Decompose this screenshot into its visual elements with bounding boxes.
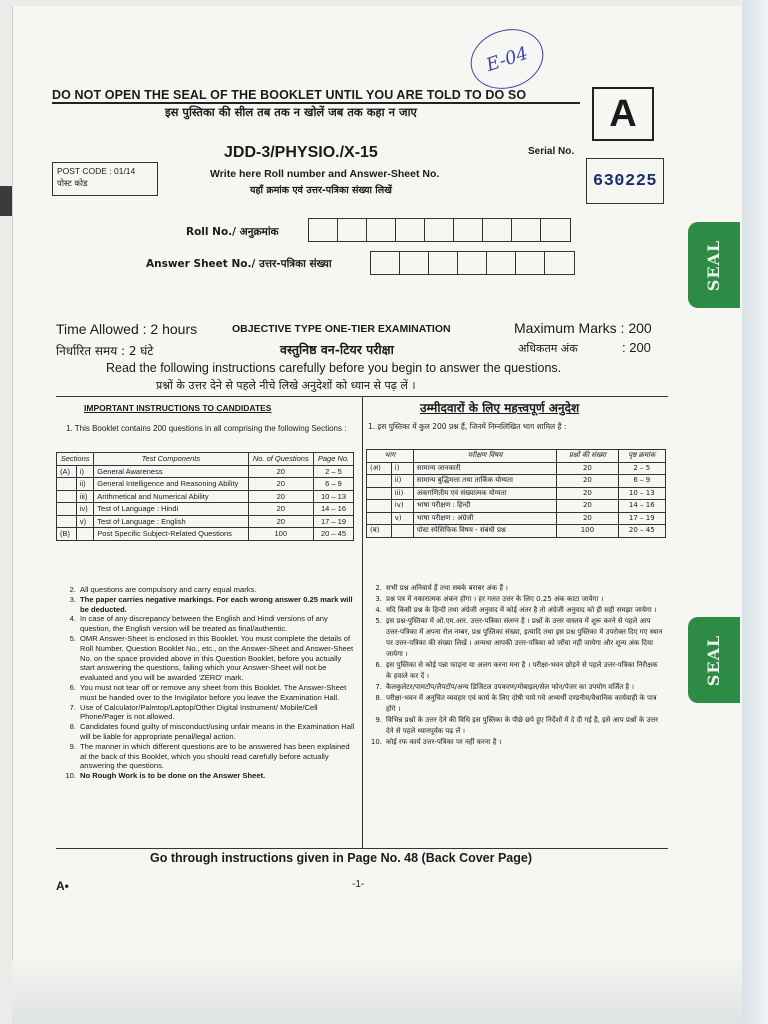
read-instructions-hindi: प्रश्नों के उत्तर देने से पहले नीचे लिखे अनुदेशों को ध्यान से पढ़ लें ।: [156, 379, 416, 392]
list-item-text: No Rough Work is to be done on the Answer Sheet.: [80, 771, 266, 781]
table-cell-questions: 100: [557, 525, 618, 538]
digit-box[interactable]: [483, 219, 512, 241]
table-cell-component: General Intelligence and Reasoning Ability: [94, 478, 248, 491]
list-item: [368, 605, 664, 616]
table-cell-sub: iii): [76, 490, 93, 503]
seal-tab-bottom[interactable]: [688, 617, 740, 703]
table-cell-sub: v): [391, 512, 413, 525]
list-item-number: 2.: [69, 585, 76, 594]
exam-type-hindi: वस्तुनिष्ठ वन-टियर परीक्षा: [280, 342, 394, 357]
list-item: [368, 616, 664, 660]
table-cell-section: [57, 503, 77, 516]
digit-box[interactable]: [338, 219, 367, 241]
list-item-text: विभिन्न प्रश्नों के उत्तर देने की विधि इस पुस्तिका के पीछे छपे हुए निर्देशों में दे दी गई है, इसे आप प्रश्नों के उत्तर देने से पहले ध्यानपूर्वक पढ़ लें ।: [386, 716, 658, 735]
scan-edge: [742, 0, 768, 1024]
list-item-text: इस पुस्तिका से कोई पन्ना फाड़ना या अलग करना मना है । परीक्षा-भवन छोड़ने से पहले उत्तर-पत्रिका निरीक्षक के हवाले कर दें ।: [386, 661, 658, 680]
table-cell-pages: 6 – 9: [314, 478, 354, 491]
table-cell-section: [57, 490, 77, 503]
exam-code-title: JDD-3/PHYSIO./X-15: [224, 144, 378, 161]
table-cell-section: (ब): [367, 525, 392, 538]
list-item-text: इस प्रश्न-पुस्तिका में ओ.एम.आर. उत्तर-पत्रिका संलग्न है । प्रश्नों के उत्तर वास्तव में शुरू करने से पहले आप उत्तर-पत्रिका में अपना रोल नम्बर, प्रश्न पुस्तिका संख्या, इत्यादि तथा इस प्रश्न पुस्तिका में उपरोक्त दिए गए स्थान पर उत्तर-पत्रिका की संख्या लिखें । अन्यथा आपकी उत्तर-पत्रिका को जाँचा नहीं जायेगा और शून्य अंक दिया जायेगा ।: [386, 617, 663, 658]
digit-box[interactable]: [487, 252, 516, 274]
table-cell-sub: [391, 525, 413, 538]
column-divider: [362, 396, 363, 848]
list-item: [368, 583, 664, 594]
list-item: [368, 682, 664, 693]
table-row: [367, 512, 666, 525]
table-row: [57, 528, 354, 541]
booklet-series-mark: A•: [56, 879, 69, 893]
digit-box[interactable]: [425, 219, 454, 241]
write-here-instruction-hindi: यहाँ क्रमांक एवं उत्तर-पत्रिका संख्या लिखें: [250, 185, 392, 196]
read-instructions: Read the following instructions carefully before you begin to answer the questions.: [106, 361, 562, 375]
seal-label: SEAL: [704, 239, 724, 291]
column-header: No. of Questions: [248, 453, 314, 466]
table-row: [57, 465, 354, 478]
table-cell-questions: 20: [248, 515, 314, 528]
table-cell-component: Test of Language : English: [94, 515, 248, 528]
instructions-heading: IMPORTANT INSTRUCTIONS TO CANDIDATES: [84, 403, 272, 413]
table-cell-sub: iv): [391, 500, 413, 513]
list-item-number: 9.: [69, 741, 76, 751]
table-cell-section: [367, 500, 392, 513]
time-allowed: Time Allowed : 2 hours: [56, 321, 198, 337]
post-code-hindi: पोस्ट कोड: [57, 179, 88, 189]
table-row: [57, 503, 354, 516]
column-header: Page No.: [314, 453, 354, 466]
instructions-heading-hindi: उम्मीदवारों के लिए महत्त्वपूर्ण अनुदेश: [420, 401, 580, 415]
list-item: [62, 703, 358, 723]
instruction-intro: 1. This Booklet contains 200 questions in all comprising the following Sections :: [66, 424, 347, 433]
list-item: [62, 634, 358, 683]
table-cell-pages: 20 – 45: [314, 528, 354, 541]
table-cell-pages: 2 – 5: [618, 462, 665, 475]
list-item-number: 7.: [375, 683, 382, 691]
write-here-instruction: Write here Roll number and Answer-Sheet No.: [210, 168, 440, 180]
table-cell-component: General Awareness: [94, 465, 248, 478]
table-cell-pages: 6 – 9: [618, 475, 665, 488]
table-cell-questions: 20: [248, 503, 314, 516]
table-cell-questions: 20: [248, 478, 314, 491]
table-cell-section: (B): [57, 528, 77, 541]
list-item-text: परीक्षा-भवन में अनुचित व्यवहार एवं कार्य के लिए दोषी पाये गये अभ्यर्थी दण्डनीय/वैधानिक कार्यवाही के पात्र होंगे ।: [386, 694, 657, 713]
table-cell-section: [367, 487, 392, 500]
list-item-number: 8.: [375, 694, 382, 702]
page-shadow: [12, 960, 742, 1024]
list-item: [62, 742, 358, 771]
list-item: [62, 722, 358, 742]
digit-box[interactable]: [454, 219, 483, 241]
serial-label: Serial No.: [528, 146, 575, 157]
instruction-list: [62, 585, 358, 781]
list-item-number: 4.: [375, 606, 382, 614]
list-item: [368, 693, 664, 715]
column-header: Test Components: [94, 453, 248, 466]
back-cover-note: Go through instructions given in Page No. 48 (Back Cover Page): [150, 851, 533, 865]
digit-box[interactable]: [400, 252, 429, 274]
list-item-number: 5.: [375, 617, 382, 625]
table-cell-sub: iii): [391, 487, 413, 500]
table-cell-sub: iv): [76, 503, 93, 516]
table-header-row: [367, 450, 666, 463]
seal-tab-top[interactable]: [688, 222, 740, 308]
list-item: [62, 683, 358, 703]
column-header: भाग: [367, 450, 414, 463]
table-cell-sub: [76, 528, 93, 541]
digit-box[interactable]: [429, 252, 458, 274]
column-header: Sections: [57, 453, 94, 466]
table-row: [57, 490, 354, 503]
list-item-text: कोई रफ कार्य उत्तर-पत्रिका पर नहीं करना है ।: [386, 738, 502, 746]
list-item-number: 9.: [375, 716, 382, 724]
list-item-text: The manner in which different questions are to be answered has been explained at the back of this Booklet, which you should read carefully before actually answering the questions.: [80, 741, 350, 771]
digit-box[interactable]: [545, 252, 574, 274]
table-cell-questions: 20: [557, 500, 618, 513]
list-item-number: 3.: [69, 594, 76, 604]
exam-type: OBJECTIVE TYPE ONE-TIER EXAMINATION: [232, 323, 451, 335]
answer-sheet-number-field[interactable]: [370, 251, 575, 275]
list-item: [368, 594, 664, 605]
table-cell-section: [367, 475, 392, 488]
list-item-text: यदि किसी प्रश्न के हिन्दी तथा अंग्रेजी अनुवाद में कोई अंतर है तो अंग्रेजी अनुवाद को ही सही समझा जायेगा ।: [386, 606, 657, 614]
post-code: POST CODE : 01/14: [57, 166, 136, 176]
table-cell-questions: 20: [248, 490, 314, 503]
list-item-text: Candidates found guilty of misconduct/using unfair means in the Examination Hall will be liable for appropriate penal/legal action.: [80, 722, 355, 741]
digit-box[interactable]: [541, 219, 570, 241]
table-cell-questions: 20: [557, 487, 618, 500]
table-header-row: [57, 453, 354, 466]
column-header: प्रश्नों की संख्या: [557, 450, 618, 463]
table-row: [57, 478, 354, 491]
list-item: [62, 614, 358, 634]
table-cell-component: सामान्य बुद्धिमत्ता तथा तार्किक योग्यता: [413, 475, 556, 488]
list-item-number: 10.: [370, 738, 382, 746]
maximum-marks-hindi-value: : 200: [622, 340, 651, 355]
maximum-marks: Maximum Marks : 200: [514, 320, 652, 336]
table-row: [367, 500, 666, 513]
list-item-text: Use of Calculator/Palmtop/Laptop/Other Digital Instrument/ Mobile/Cell Phone/Pager is not allowed.: [80, 702, 318, 722]
list-item-text: प्रश्न पत्र में नकारात्मक अंकन होगा । हर गलत उत्तर के लिए 0.25 अंक काटा जायेगा ।: [386, 595, 604, 603]
table-cell-pages: 20 – 45: [618, 525, 665, 538]
answer-sheet-label: Answer Sheet No./ उत्तर-पत्रिका संख्या: [146, 258, 332, 270]
list-item: [368, 715, 664, 737]
divider: [52, 102, 580, 104]
booklet-version-box: A: [592, 87, 654, 141]
table-cell-section: (अ): [367, 462, 392, 475]
list-item-number: 3.: [375, 595, 382, 603]
sections-table: [56, 452, 354, 541]
list-item-number: 6.: [375, 661, 382, 669]
list-item-text: You must not tear off or remove any sheet from this Booklet. The Answer-Sheet must be handed over to the Invigilator before you leave the Examination Hall.: [80, 682, 347, 702]
table-cell-component: पोस्ट स्पेसिफिक विषय - संबंधी प्रश्न: [413, 525, 556, 538]
list-item-number: 2.: [375, 584, 382, 592]
instruction-list-hindi: [368, 583, 664, 748]
digit-box[interactable]: [458, 252, 487, 274]
table-cell-section: [367, 512, 392, 525]
time-allowed-hindi: निर्धारित समय : 2 घंटे: [56, 344, 154, 358]
list-item: [62, 595, 358, 615]
table-row: [57, 515, 354, 528]
table-cell-sub: v): [76, 515, 93, 528]
list-item-text: कैलकुलेटर/पामटॉप/लैपटॉप/अन्य डिजिटल उपकरण/मोबाइल/सेल फोन/पेजर का उपयोग वर्जित है ।: [386, 683, 635, 691]
table-cell-pages: 14 – 16: [314, 503, 354, 516]
list-item-text: The paper carries negative markings. For each wrong answer 0.25 mark will be deducted.: [80, 594, 353, 614]
table-cell-questions: 20: [557, 475, 618, 488]
table-cell-component: भाषा परीक्षण : हिन्दी: [413, 500, 556, 513]
instruction-intro-hindi: 1. इस पुस्तिका में कुल 200 प्रश्न हैं, जिनमें निम्नलिखित भाग शामिल हैं :: [368, 422, 567, 431]
table-cell-questions: 20: [557, 462, 618, 475]
table-cell-section: (A): [57, 465, 77, 478]
table-cell-section: [57, 515, 77, 528]
table-cell-pages: 10 – 13: [314, 490, 354, 503]
list-item: [62, 771, 358, 781]
roll-number-label: Roll No./ अनुक्रमांक: [186, 226, 279, 238]
table-row: [367, 462, 666, 475]
list-item-text: All questions are compulsory and carry equal marks.: [80, 585, 257, 594]
table-cell-pages: 2 – 5: [314, 465, 354, 478]
list-item-text: In case of any discrepancy between the English and Hindi versions of any question, the English version will be treated as final/authentic.: [80, 614, 328, 634]
digit-box[interactable]: [309, 219, 338, 241]
table-cell-pages: 14 – 16: [618, 500, 665, 513]
list-item: [62, 585, 358, 595]
table-cell-component: सामान्य जानकारी: [413, 462, 556, 475]
table-cell-sub: ii): [76, 478, 93, 491]
list-item-number: 8.: [69, 722, 76, 732]
digit-box[interactable]: [396, 219, 425, 241]
list-item-number: 5.: [69, 633, 76, 643]
sections-table-hindi: [366, 449, 666, 538]
digit-box[interactable]: [367, 219, 396, 241]
table-cell-component: अंकगणितीय एवं संख्यात्मक योग्यता: [413, 487, 556, 500]
table-cell-pages: 17 – 19: [618, 512, 665, 525]
column-header: पृष्ठ क्रमांक: [618, 450, 665, 463]
list-item-number: 10.: [65, 771, 76, 781]
list-item-number: 7.: [69, 702, 76, 712]
table-cell-section: [57, 478, 77, 491]
table-cell-sub: ii): [391, 475, 413, 488]
table-cell-questions: 20: [557, 512, 618, 525]
page-number: -1-: [352, 879, 365, 890]
table-cell-component: भाषा परीक्षण : अंग्रेजी: [413, 512, 556, 525]
table-cell-component: Test of Language : Hindi: [94, 503, 248, 516]
table-cell-pages: 17 – 19: [314, 515, 354, 528]
table-cell-questions: 20: [248, 465, 314, 478]
table-cell-sub: i): [391, 462, 413, 475]
list-item-text: OMR Answer-Sheet is enclosed in this Booklet. You must complete the details of Roll Number, Question Booklet No., etc., on the Answer-Sheet and Answer-Sheet No. on the space provided above in this Question Booklet, before you actually start answering the questions, failing which your Answer-Sheet will not be evaluated and you will be awarded 'ZERO' mark.: [80, 633, 354, 683]
list-item: [368, 737, 664, 748]
list-item-text: सभी प्रश्न अनिवार्य हैं तथा सबके बराबर अंक हैं ।: [386, 584, 508, 592]
digit-box[interactable]: [516, 252, 545, 274]
handwritten-mark: E-04: [463, 20, 551, 98]
table-cell-component: Post Specific Subject-Related Questions: [94, 528, 248, 541]
table-cell-component: Arithmetical and Numerical Ability: [94, 490, 248, 503]
list-item-number: 6.: [69, 682, 76, 692]
serial-number: 630225: [586, 158, 664, 204]
table-row: [367, 475, 666, 488]
list-item: [368, 660, 664, 682]
roll-number-field[interactable]: [308, 218, 571, 242]
column-header: परीक्षण विषय: [413, 450, 556, 463]
seal-label: SEAL: [704, 634, 724, 686]
maximum-marks-hindi: अधिकतम अंक: [518, 342, 578, 355]
table-cell-questions: 100: [248, 528, 314, 541]
table-cell-pages: 10 – 13: [618, 487, 665, 500]
table-row: [367, 487, 666, 500]
divider: [56, 848, 668, 849]
list-item-number: 4.: [69, 614, 76, 624]
digit-box[interactable]: [371, 252, 400, 274]
table-row: [367, 525, 666, 538]
do-not-open-notice: DO NOT OPEN THE SEAL OF THE BOOKLET UNTIL YOU ARE TOLD TO DO SO: [52, 88, 527, 102]
table-cell-sub: i): [76, 465, 93, 478]
do-not-open-notice-hindi: इस पुस्तिका की सील तब तक न खोलें जब तक कहा न जाए: [165, 105, 417, 119]
digit-box[interactable]: [512, 219, 541, 241]
post-code-box: [52, 162, 158, 196]
